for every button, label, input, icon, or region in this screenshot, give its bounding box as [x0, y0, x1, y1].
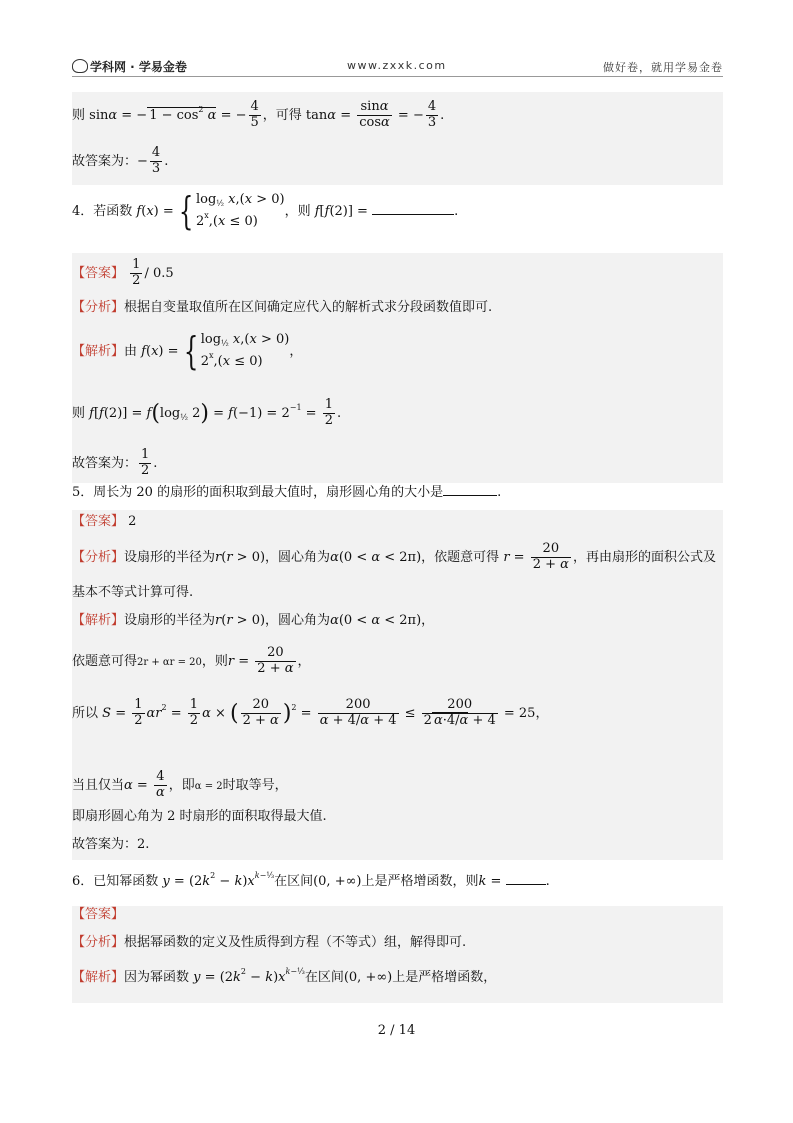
text: ，再由扇形的面积公式及 [572, 549, 716, 565]
q4-answer: 【答案】 $\frac{1}{2}$ / 0.5 [72, 257, 174, 288]
q5-answer [72, 515, 136, 528]
text: 基本不等式计算可得. [72, 585, 194, 600]
text: 设扇形的半径为 [124, 613, 216, 628]
text: 则 [72, 107, 86, 123]
q5-analysis-2 [72, 586, 193, 599]
text: ，即 [168, 777, 195, 793]
text: 设扇形的半径为 [124, 549, 216, 565]
answer-label: 【答案】 [72, 907, 125, 922]
header-slogan: 做好卷，就用学易金卷 [603, 61, 723, 74]
analysis-label: 【分析】 [72, 300, 125, 315]
page-number: 2 / 14 [377, 1023, 416, 1038]
text: 在区间 [274, 874, 314, 889]
question-number: 6．已知幂函数 [72, 874, 159, 889]
text: 由 [124, 343, 138, 359]
answer-label: 【答案】 [72, 514, 125, 529]
text: ，依题意可得 [421, 549, 500, 565]
solution-label: 【解析】 [72, 970, 125, 985]
text: ，则 [201, 653, 228, 669]
answer-value: 2 [137, 837, 146, 852]
q4-analysis [72, 301, 492, 314]
text: 所以 [72, 705, 99, 721]
q5-solution-3: 所以 S = $\frac{1}{2}$ $\alpha r^2$ = $\frac{1}{2}$ α × ( $\frac{20}{2 + \alpha}$ )$^2$ = $\frac{200}{\alpha + 4/\alpha + 4}$ ≤ $\frac{200}{2 \alpha\cdot 4/\alpha + 4}$ = 25， [72, 697, 549, 728]
q5-solution-1: 【解析】设扇形的半径为r(r > 0)，圆心角为α(0 < α < 2π)， [72, 613, 435, 628]
text: 时取等号， [222, 777, 288, 793]
analysis-text: 根据自变量取值所在区间确定应代入的解析式求分段函数值即可. [124, 300, 493, 315]
text: 故答案为： [72, 455, 138, 471]
header-divider [72, 76, 723, 77]
text: 在区间 [304, 970, 344, 985]
text: 上是严格增函数， [392, 970, 497, 985]
text: ，圆心角为 [265, 613, 331, 628]
solution-label: 【解析】 [72, 343, 125, 359]
q4-final: 故答案为： $\frac{1}{2}$ . [72, 447, 158, 478]
text: ，圆心角为 [265, 549, 331, 565]
logo-text: 学科网 · 学易金卷 [90, 60, 187, 74]
solution-label: 【解析】 [72, 613, 125, 628]
prev-answer: 故答案为：− $\frac{4}{3}$ . [72, 145, 169, 176]
logo-icon [72, 59, 88, 73]
q6-analysis [72, 936, 466, 949]
text: 故答案为： [72, 153, 138, 169]
text: 故答案为： [72, 837, 138, 852]
analysis-label: 【分析】 [72, 549, 125, 565]
q5-question: 5．周长为 20 的扇形的面积取到最大值时，扇形圆心角的大小是 . [72, 485, 502, 500]
q5-solution-2: 依题意可得2r + αr = 20，则r = $\frac{20}{2 + \alpha}$ ， [72, 645, 311, 676]
equation: α = 2 [194, 780, 223, 792]
text: 当且仅当 [72, 777, 125, 793]
answer-label: 【答案】 [72, 265, 125, 281]
text: 即扇形圆心角为 2 时扇形的面积取得最大值. [72, 809, 327, 824]
answer-value: 2 [128, 514, 137, 529]
q4-solution-2: 则 $f[f(2)] = f(\log_{\frac{1}{2}}$ $2) = f(-1) = 2^{-1}$ = $\frac{1}{2}$ . [72, 397, 342, 428]
q5-solution-4: 当且仅当α = $\frac{4}{\alpha}$ ，即α = 2时取等号， [72, 769, 288, 800]
logo [72, 58, 187, 75]
text: 因为幂函数 [124, 970, 190, 985]
page-header [72, 58, 723, 76]
text: ，则 [284, 203, 311, 219]
q6-solution-block [72, 906, 723, 1003]
analysis-text: 根据幂函数的定义及性质得到方程（不等式）组，解得即可. [124, 935, 467, 950]
text: 则 [72, 405, 86, 421]
q5-solution-5 [72, 810, 327, 823]
question-number: 4．若函数 [72, 203, 133, 219]
analysis-label: 【分析】 [72, 935, 125, 950]
q6-answer [72, 908, 124, 921]
text: 上是严格增函数，则 [361, 874, 479, 889]
text: 依题意可得 [72, 653, 138, 669]
q4-question: 4．若函数 f(x) = { $\log_{\frac{1}{2}} x,(x > 0)$ $2^x,(x \le 0)$，则 f[f(2)] = . [72, 189, 459, 234]
prev-line-1: 则 sinα = − $1 - \cos^2 \alpha$ = − $\frac{4}{5}$ ，可得 tanα = $\frac{\sin\alpha}{\cos\alpha}$ = − $\frac{4}{3}$ . [72, 99, 445, 130]
q4-solution-1: 【解析】由 f(x) = { $\log_{\frac{1}{2}} x,(x > 0)$ $2^x,(x \le 0)$， [72, 329, 303, 374]
q5-analysis-1: 【分析】设扇形的半径为r(r > 0)，圆心角为α(0 < α < 2π)，依题意可得 r = $\frac{20}{2 + \alpha}$ ，再由扇形的面积公式及 [72, 541, 716, 572]
question-text: 5．周长为 20 的扇形的面积取到最大值时，扇形圆心角的大小是 [72, 485, 444, 500]
q5-final: 故答案为：2. [72, 837, 150, 852]
q6-question: 6．已知幂函数 $y = (2k^2 - k)x^{k-\frac{1}{3}}$在区间(0, +∞)上是严格增函数，则k = . [72, 871, 550, 889]
q6-solution-1: 【解析】因为幂函数 $y = (2k^2 - k)x^{k-\frac{1}{3}}$在区间(0, +∞)上是严格增函数， [72, 967, 497, 985]
equation: 2r + αr = 20 [137, 656, 202, 668]
site-url: www.zxxk.com [347, 59, 447, 72]
text: ，可得 [262, 107, 302, 123]
